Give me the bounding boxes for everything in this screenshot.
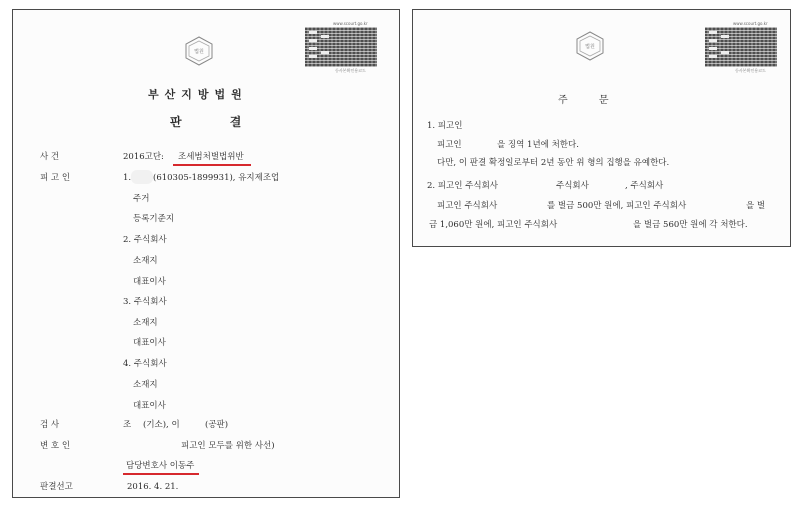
case-name: 조세범처벌법위반 — [178, 152, 244, 162]
redaction — [131, 170, 153, 184]
svg-text:법원: 법원 — [194, 49, 204, 55]
item-1-line2: 다만, 이 판결 확정일로부터 2년 동안 위 형의 집행을 유예한다. — [437, 158, 670, 168]
case-number: 2016고단: — [123, 152, 164, 162]
verdict-date-label: 판결선고 — [40, 482, 73, 492]
case-name-underline — [173, 164, 251, 166]
qr-url: www.scourt.go.kr — [333, 21, 368, 26]
judgment-order-page — [412, 9, 791, 247]
defendant-4-number: 4. 주식회사 — [123, 359, 167, 369]
item-2-line2-a: 금 1,060만 원에, 피고인 주식회사 — [429, 220, 558, 230]
defendant-label: 피 고 인 — [40, 173, 71, 183]
item-1-line1-b: 을 징역 1년에 처한다. — [497, 140, 579, 150]
document-type: 판 결 — [170, 115, 264, 129]
item-2-mid-a: 주식회사 — [556, 181, 589, 191]
svg-text:법원: 법원 — [585, 44, 595, 50]
court-emblem-icon — [184, 36, 214, 66]
prosecutor-name-c: (공판) — [205, 420, 229, 430]
defendant-3-location-label: 소재지 — [133, 318, 158, 328]
defendant-4-location-label: 소재지 — [133, 380, 158, 390]
defendant-2-location-label: 소재지 — [133, 256, 158, 266]
prosecutor-label: 검 사 — [40, 420, 60, 430]
defendant-3-number: 3. 주식회사 — [123, 297, 167, 307]
defendant-2-number: 2. 주식회사 — [123, 235, 167, 245]
item-1-number: 1. 피고인 — [427, 121, 463, 131]
prosecutor-name-a: 조 — [123, 420, 132, 430]
item-2-line1-b: 를 벌금 500만 원에, 피고인 주식회사 — [547, 201, 687, 211]
prosecutor-name-b: (기소), 이 — [143, 420, 180, 430]
qr-caption: 등사본확인용코드 — [735, 68, 766, 73]
item-2-number: 2. 피고인 주식회사 — [427, 181, 498, 191]
defendant-1-address-label: 주거 — [133, 194, 150, 204]
qr-caption: 등사본확인용코드 — [335, 68, 366, 73]
qr-url: www.scourt.go.kr — [733, 21, 768, 26]
item-2-line2-b: 을 벌금 560만 원에 각 처한다. — [633, 220, 748, 230]
defendant-1-id: (610305-1899931), 유지제조업 — [153, 173, 280, 183]
item-2-mid-b: , 주식회사 — [625, 181, 664, 191]
case-label: 사 건 — [40, 152, 60, 162]
defendant-1-registered-label: 등록기준지 — [133, 214, 175, 224]
lawyer-label: 변 호 인 — [40, 441, 71, 451]
court-name: 부산지방법원 — [148, 88, 248, 101]
qr-code-icon — [305, 27, 377, 67]
qr-code-icon — [705, 27, 777, 67]
defendant-1-number: 1. — [123, 173, 132, 183]
defendant-3-rep-label: 대표이사 — [133, 338, 166, 348]
item-1-line1-a: 피고인 — [437, 140, 462, 150]
item-2-line1-a: 피고인 주식회사 — [437, 201, 498, 211]
defendant-2-rep-label: 대표이사 — [133, 277, 166, 287]
order-heading: 주 문 — [558, 95, 623, 106]
court-emblem-icon — [575, 31, 605, 61]
defendant-4-rep-label: 대표이사 — [133, 401, 166, 411]
item-2-line1-c: 을 벌 — [746, 201, 766, 211]
judgment-cover-page — [12, 9, 400, 498]
lawyer-in-charge-underline — [123, 473, 199, 475]
lawyer-in-charge: 담당변호사 이동주 — [126, 461, 195, 471]
verdict-date: 2016. 4. 21. — [127, 482, 179, 492]
lawyer-value: 피고인 모두를 위한 사선) — [181, 441, 275, 451]
